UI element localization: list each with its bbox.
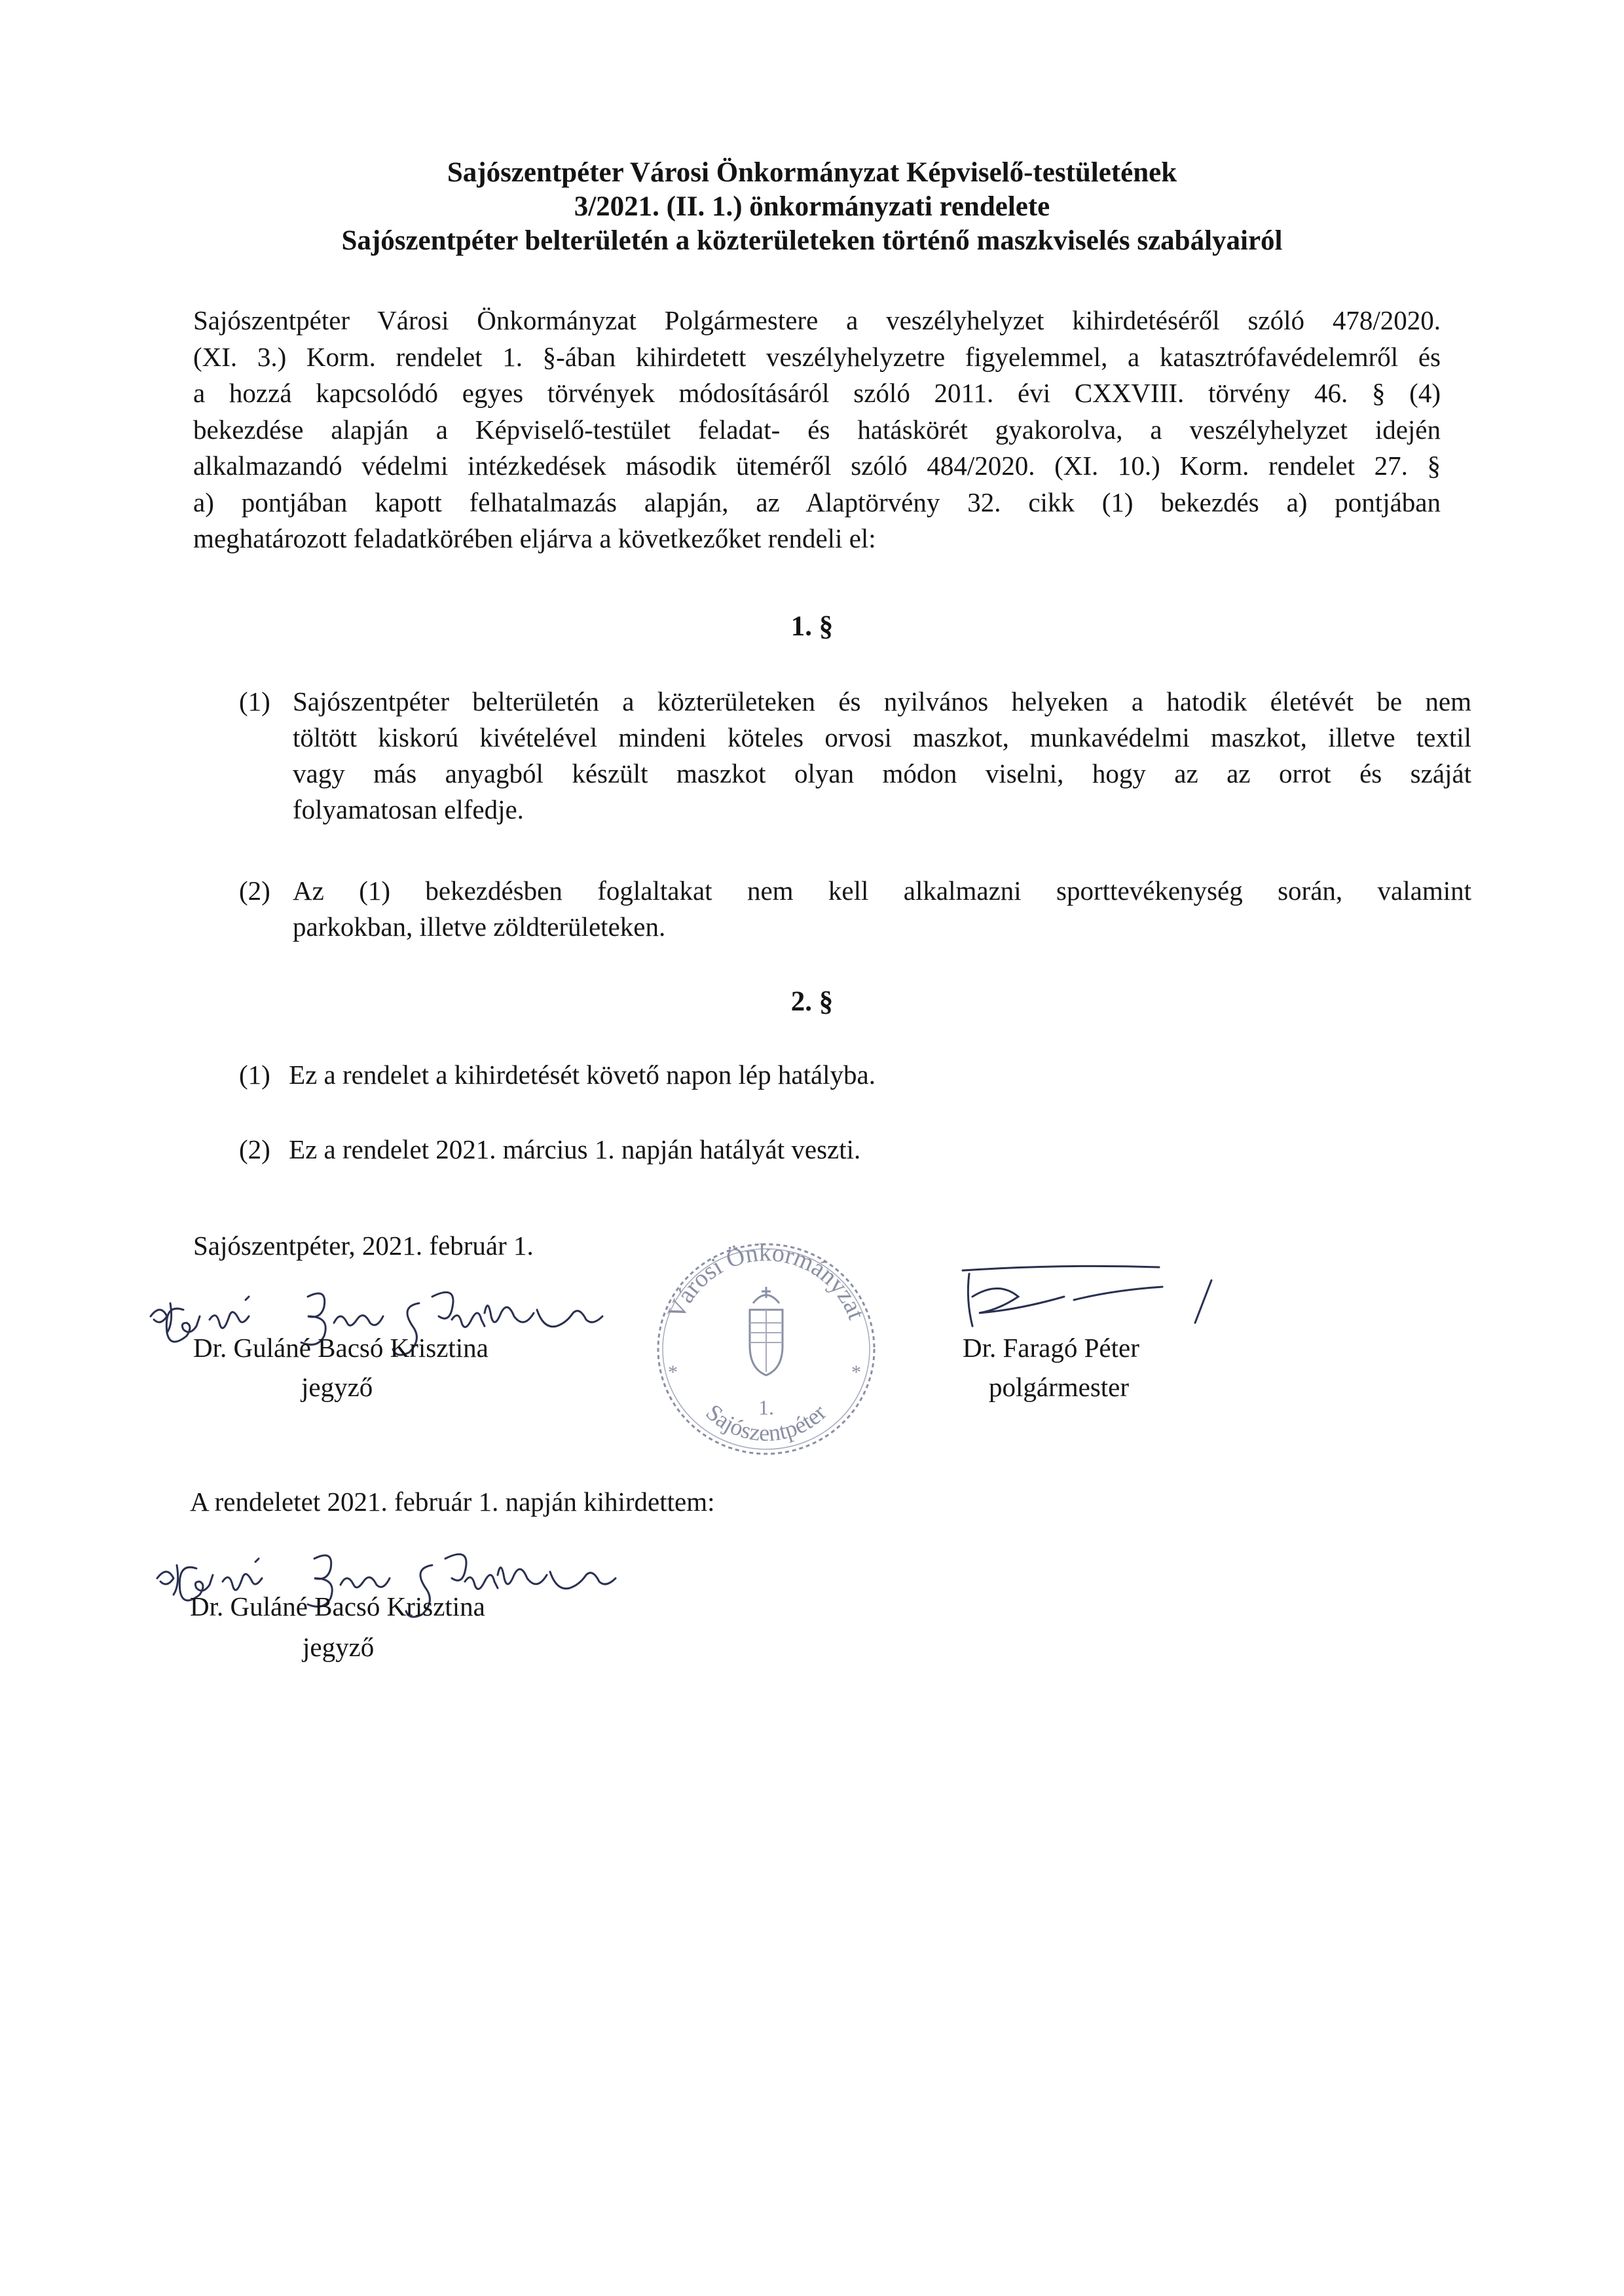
stamp-star-icon: * xyxy=(851,1361,861,1383)
official-seal-stamp xyxy=(642,1225,891,1467)
signatory-right-role: polgármester xyxy=(989,1372,1130,1402)
stamp-top-text: Városi Önkormányzat xyxy=(662,1238,870,1324)
paragraph-number: (1) xyxy=(239,686,270,716)
preamble-line: a hozzá kapcsolódó egyes törvények módosításáról szóló 2011. évi CXXVIII. törvény 46. § (4) xyxy=(193,378,1441,408)
stamp-bottom-text: Sajószentpéter xyxy=(701,1399,832,1447)
signatory-left-name: Dr. Guláné Bacsó Krisztina xyxy=(193,1333,489,1363)
title-line-2: 3/2021. (II. 1.) önkormányzati rendelete xyxy=(574,191,1050,222)
signatory-bottom-name: Dr. Guláné Bacsó Krisztina xyxy=(190,1591,485,1621)
paragraph-line: vagy más anyagból készült maszkot olyan módon viselni, hogy az az orrot és száját xyxy=(293,758,1471,788)
signatory-bottom-role: jegyző xyxy=(303,1632,375,1662)
section-1-heading: 1. § xyxy=(790,611,834,642)
coat-of-arms-icon xyxy=(750,1287,783,1375)
preamble-line: meghatározott feladatkörében eljárva a következőket rendeli el: xyxy=(193,523,876,553)
section-2-paragraph-2 xyxy=(239,1133,860,1166)
preamble-line: alkalmazandó védelmi intézkedések második üteméről szóló 484/2020. (XI. 10.) Korm. rendelet 27. § xyxy=(193,451,1441,481)
paragraph-text: Ez a rendelet 2021. március 1. napján hatályát veszti. xyxy=(289,1134,861,1164)
signatory-right-name: Dr. Faragó Péter xyxy=(963,1333,1139,1363)
signatory-left-role: jegyző xyxy=(301,1372,373,1402)
paragraph-line: Az (1) bekezdésben foglaltakat nem kell alkalmazni sporttevékenység során, valamint xyxy=(293,876,1471,906)
title-line-1: Sajószentpéter Városi Önkormányzat Képviselő-testületének xyxy=(447,157,1177,188)
preamble-line: a) pontjában kapott felhatalmazás alapján, az Alaptörvény 32. cikk (1) bekezdés a) pontjában xyxy=(193,487,1441,517)
stamp-star-icon: * xyxy=(668,1361,678,1383)
paragraph-line: Sajószentpéter belterületén a közterületeken és nyilvános helyeken a hatodik életévét be nem xyxy=(293,686,1471,716)
paragraph-text: Ez a rendelet a kihirdetését követő napon lép hatályba. xyxy=(289,1060,876,1090)
paragraph-number: (2) xyxy=(239,1134,270,1164)
paragraph-number: (1) xyxy=(239,1060,270,1090)
paragraph-line: parkokban, illetve zöldterületeken. xyxy=(293,912,666,942)
preamble-line: bekezdése alapján a Képviselő-testület feladat- és hatáskörét gyakorolva, a veszélyhelyzet idején xyxy=(193,414,1441,445)
section-2-paragraph-1 xyxy=(239,1058,876,1091)
section-1-paragraph-1 xyxy=(239,684,1490,834)
preamble-line: (XI. 3.) Korm. rendelet 1. §-ában kihirdetett veszélyhelyzetre figyelemmel, a katasztrófavédelemről és xyxy=(193,341,1441,372)
section-2-heading: 2. § xyxy=(790,986,834,1017)
paragraph-number: (2) xyxy=(239,876,270,906)
stamp-center-text: 1. xyxy=(758,1396,774,1419)
promulgation-statement: A rendeletet 2021. február 1. napján kihirdettem: xyxy=(190,1487,715,1517)
section-1-paragraph-2 xyxy=(239,873,1490,952)
paragraph-line: töltött kiskorú kivételével mindeni köteles orvosi maszkot, munkavédelmi maszkot, illetve textil xyxy=(293,722,1471,752)
place-date: Sajószentpéter, 2021. február 1. xyxy=(193,1231,534,1261)
document-title xyxy=(196,156,1428,258)
paragraph-line: folyamatosan elfedje. xyxy=(293,794,524,824)
title-line-3: Sajószentpéter belterületén a közterületeken történő maszkviselés szabályairól xyxy=(341,225,1283,256)
preamble-line: Sajószentpéter Városi Önkormányzat Polgármestere a veszélyhelyzet kihirdetéséről szóló 478/2020. xyxy=(193,305,1441,335)
preamble xyxy=(193,303,1441,557)
